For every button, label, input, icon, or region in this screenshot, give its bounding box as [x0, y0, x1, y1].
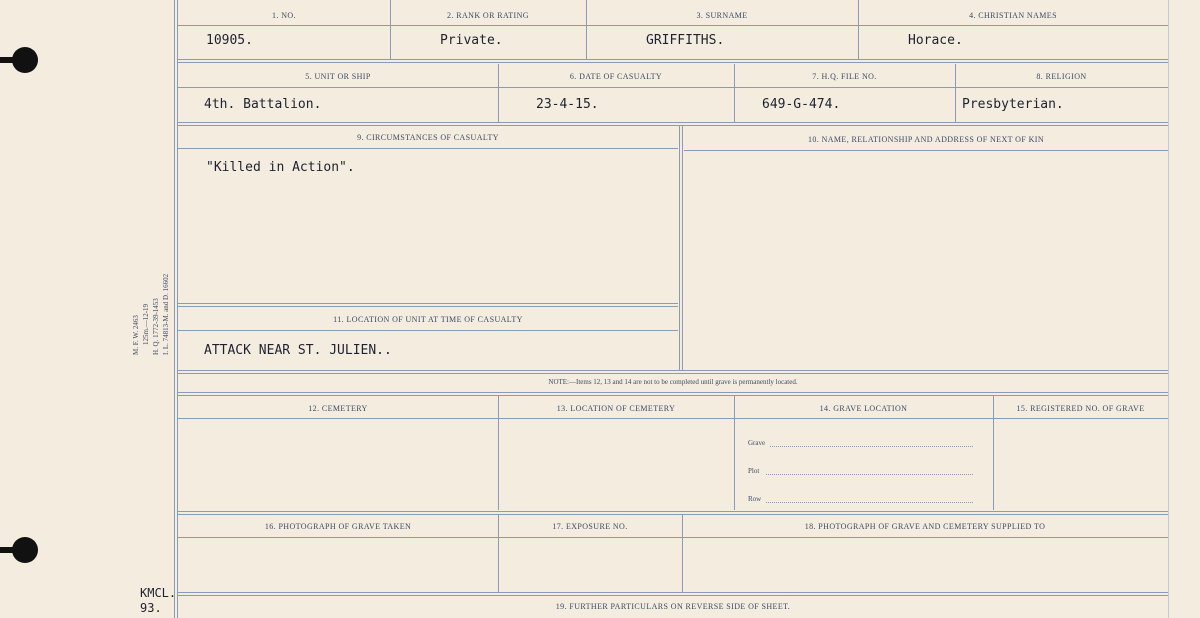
header-grave-location: 14. GRAVE LOCATION: [819, 404, 908, 413]
header-christian-names: 4. CHRISTIAN NAMES: [969, 11, 1057, 20]
header-religion: 8. RELIGION: [1036, 72, 1087, 81]
value-location-unit: ATTACK NEAR ST. JULIEN..: [204, 343, 392, 358]
grave-label: Grave: [748, 439, 766, 447]
header-location-cemetery: 13. LOCATION OF CEMETERY: [556, 404, 676, 413]
side-print-4: I. L. 74813-M. and D. 16602: [162, 273, 170, 355]
header-photograph-supplied: 18. PHOTOGRAPH OF GRAVE AND CEMETERY SUPPLIED TO: [804, 522, 1046, 531]
header-unit: 5. UNIT OR SHIP: [305, 72, 371, 81]
header-circumstances: 9. CIRCUMSTANCES OF CASUALTY: [357, 133, 499, 142]
value-religion: Presbyterian.: [962, 97, 1064, 112]
header-location-unit: 11. LOCATION OF UNIT AT TIME OF CASUALTY: [333, 315, 523, 324]
side-print-1: M. F. W. 2463: [132, 315, 140, 355]
header-no: 1. NO.: [272, 11, 296, 20]
row-label: Row: [748, 495, 762, 503]
value-date: 23-4-15.: [536, 97, 599, 112]
header-next-of-kin: 10. NAME, RELATIONSHIP AND ADDRESS OF NEXT OF KIN: [807, 135, 1045, 144]
punch-hole-top: [12, 47, 38, 73]
note-text: NOTE:—Items 12, 13 and 14 are not to be completed until grave is permanently located.: [548, 378, 798, 386]
value-circumstances: "Killed in Action".: [206, 160, 355, 175]
margin-rule: [174, 0, 175, 618]
header-cemetery: 12. CEMETERY: [308, 404, 368, 413]
header-exposure-no: 17. EXPOSURE NO.: [552, 522, 628, 531]
side-print-2: 125m.—12-19: [142, 303, 150, 345]
header-rank: 2. RANK OR RATING: [447, 11, 529, 20]
value-file-no: 649-G-474.: [762, 97, 841, 112]
header-file-no: 7. H.Q. FILE NO.: [812, 72, 877, 81]
header-date: 6. DATE OF CASUALTY: [569, 72, 663, 81]
value-rank: Private.: [440, 33, 503, 48]
header-surname: 3. SURNAME: [696, 11, 748, 20]
archive-stamp-1: KMCL.: [140, 586, 177, 600]
value-surname: GRIFFITHS.: [646, 33, 725, 48]
value-unit: 4th. Battalion.: [204, 97, 322, 112]
side-print-3: H. Q. 1772-39-1453: [152, 298, 160, 355]
punch-hole-bottom: [12, 537, 38, 563]
value-christian-names: Horace.: [908, 33, 963, 48]
header-photograph-taken: 16. PHOTOGRAPH OF GRAVE TAKEN: [264, 522, 412, 531]
header-registered-no: 15. REGISTERED NO. OF GRAVE: [1016, 404, 1145, 413]
footer-note: 19. FURTHER PARTICULARS ON REVERSE SIDE OF SHEET.: [555, 602, 791, 611]
value-no: 10905.: [206, 33, 253, 48]
archive-stamp-2: 93.: [140, 601, 162, 615]
plot-label: Plot: [748, 467, 760, 475]
